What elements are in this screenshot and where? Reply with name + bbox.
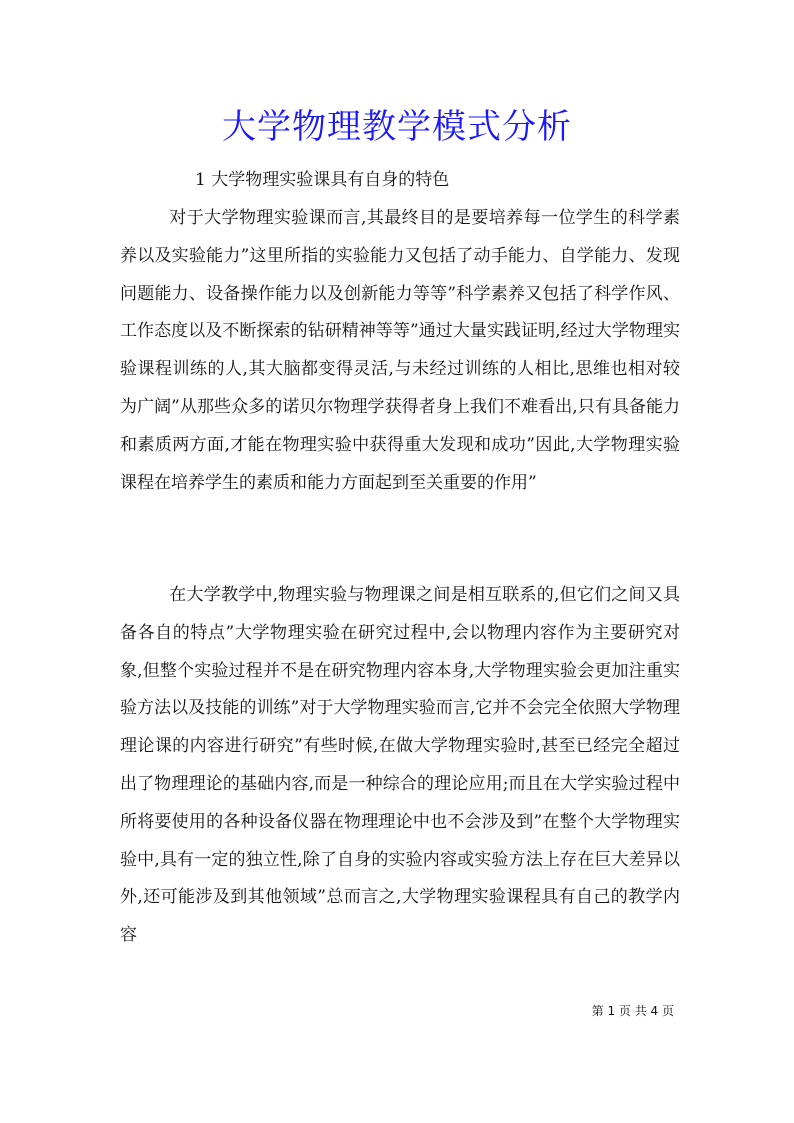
section-heading: 1 大学物理实验课具有自身的特色 (195, 170, 450, 190)
body-paragraph-1: 对于大学物理实验课而言,其最终目的是要培养每一位学生的科学素养以及实验能力”这里所指的实验能力又包括了动手能力、自学能力、发现问题能力、设备操作能力以及创新能力等等”科学素养又包括了科学作风、工作态度以及不断探索的钻研精神等等”通过大量实践证明,经过大学物理实验课程训练的人,其大脑都变得灵活,与未经过训练的人相比,思维也相对较为广阔”从那些众多的诺贝尔物理学获得者身上我们不难看出,只有具备能力和素质两方面,才能在物理实验中获得重大发现和成功”因此,大学物理实验课程在培养学生的素质和能力方面起到至关重要的作用” (120, 208, 680, 493)
document-title: 大学物理教学模式分析 (222, 107, 572, 147)
page-footer: 第 1 页 共 4 页 (591, 1004, 674, 1018)
body-paragraph-2: 在大学教学中,物理实验与物理课之间是相互联系的,但它们之间又具备各自的特点”大学物理实验在研究过程中,会以物理内容作为主要研究对象,但整个实验过程并不是在研究物理内容本身,大学物理实验会更加注重实验方法以及技能的训练”对于大学物理实验而言,它并不会完全依照大学物理理论课的内容进行研究”有些时候,在做大学物理实验时,甚至已经完全超过出了物理理论的基础内容,而是一种综合的理论应用;而且在大学实验过程中所将要使用的各种设备仪器在物理理论中也不会涉及到”在整个大学物理实验中,具有一定的独立性,除了自身的实验内容或实验方法上存在巨大差异以外,还可能涉及到其他领域”总而言之,大学物理实验课程具有自己的教学内容 (120, 585, 680, 946)
